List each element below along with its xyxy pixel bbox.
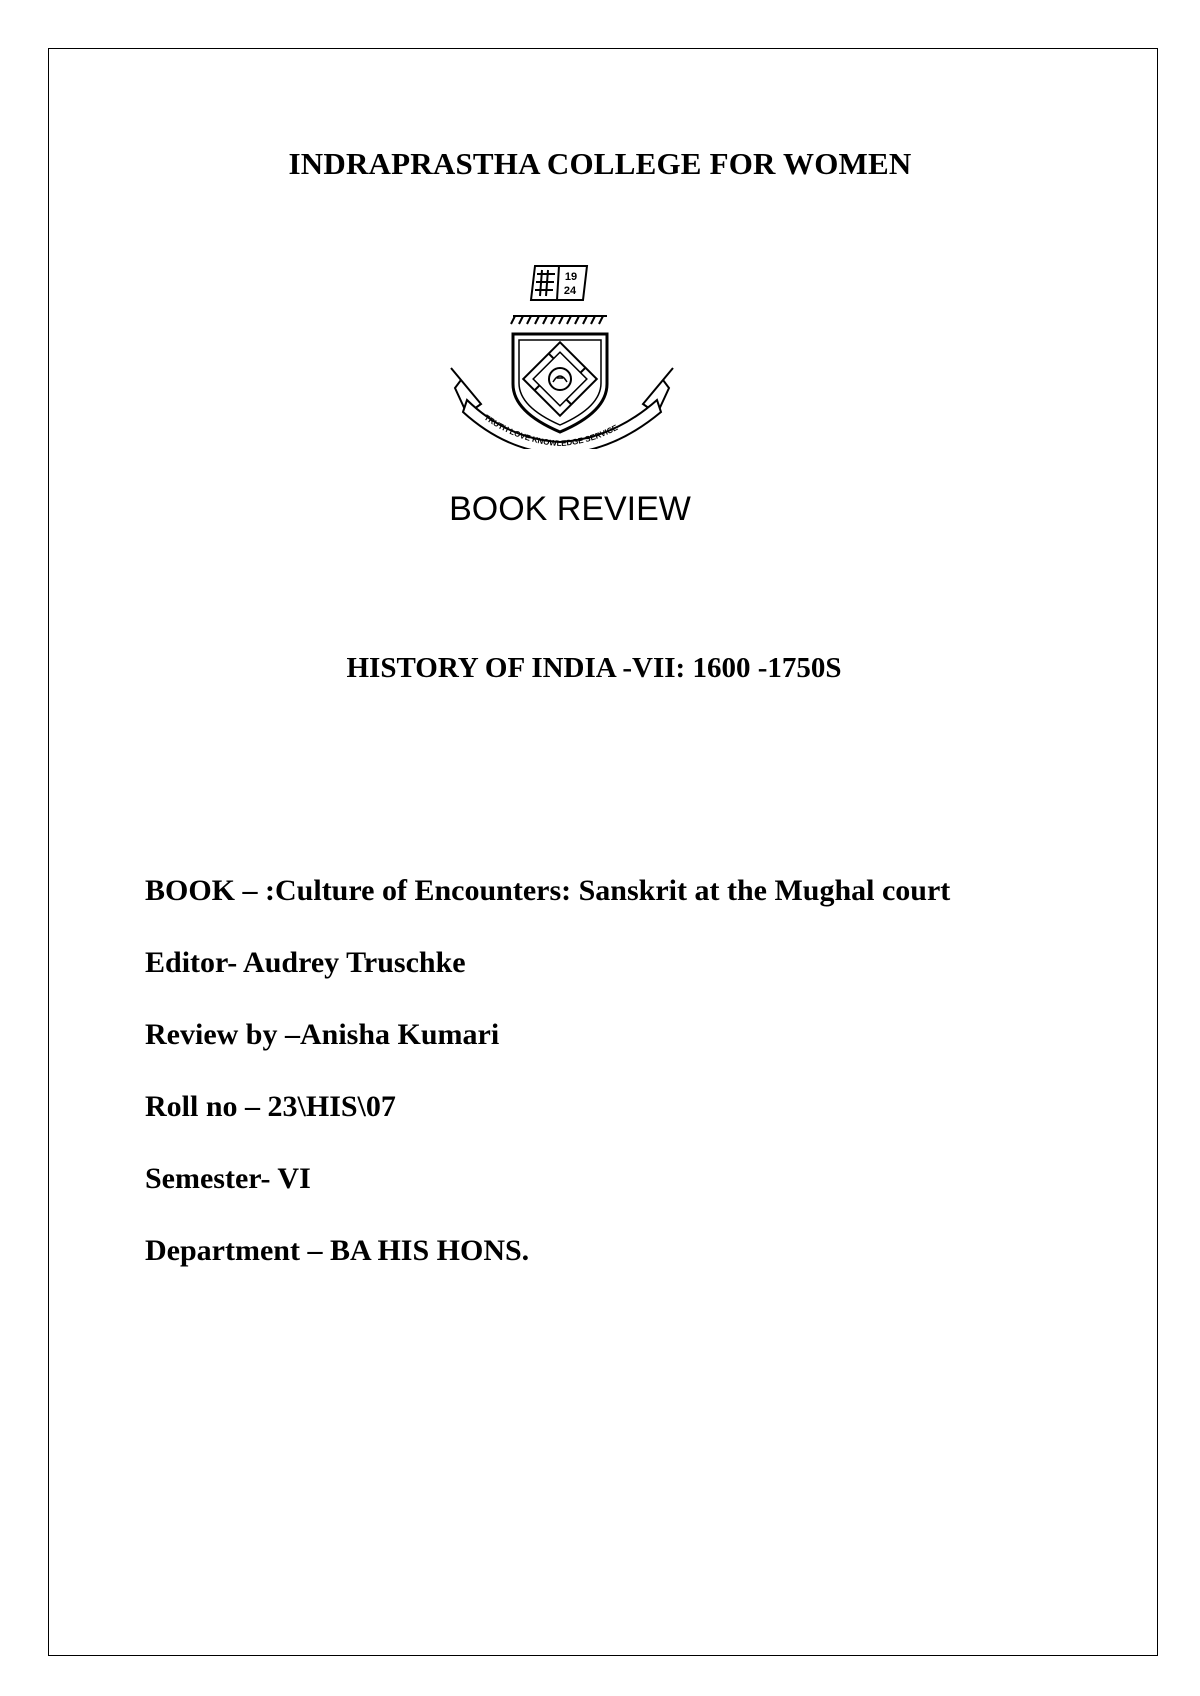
crest-motto: TRUTH LOVE KNOWLEDGE SERVICE (482, 412, 620, 449)
book-icon (531, 266, 587, 300)
detail-editor: Editor- Audrey Truschke (145, 946, 466, 979)
detail-department: Department – BA HIS HONS. (145, 1234, 530, 1267)
document-type-title: BOOK REVIEW (449, 490, 691, 528)
detail-reviewer: Review by –Anisha Kumari (145, 1018, 500, 1051)
review-details (145, 873, 1145, 1305)
detail-book: BOOK – :Culture of Encounters: Sanskrit at the Mughal court (145, 874, 951, 907)
college-name: INDRAPRASTHA COLLEGE FOR WOMEN (288, 146, 912, 181)
course-title: HISTORY OF INDIA -VII: 1600 -1750S (346, 652, 842, 684)
crest-year-bottom: 24 (563, 285, 577, 297)
detail-semester: Semester- VI (145, 1162, 311, 1195)
crest-year-top: 19 (564, 271, 578, 283)
college-crest-icon (447, 264, 677, 449)
detail-roll-no: Roll no – 23\HIS\07 (145, 1090, 396, 1123)
